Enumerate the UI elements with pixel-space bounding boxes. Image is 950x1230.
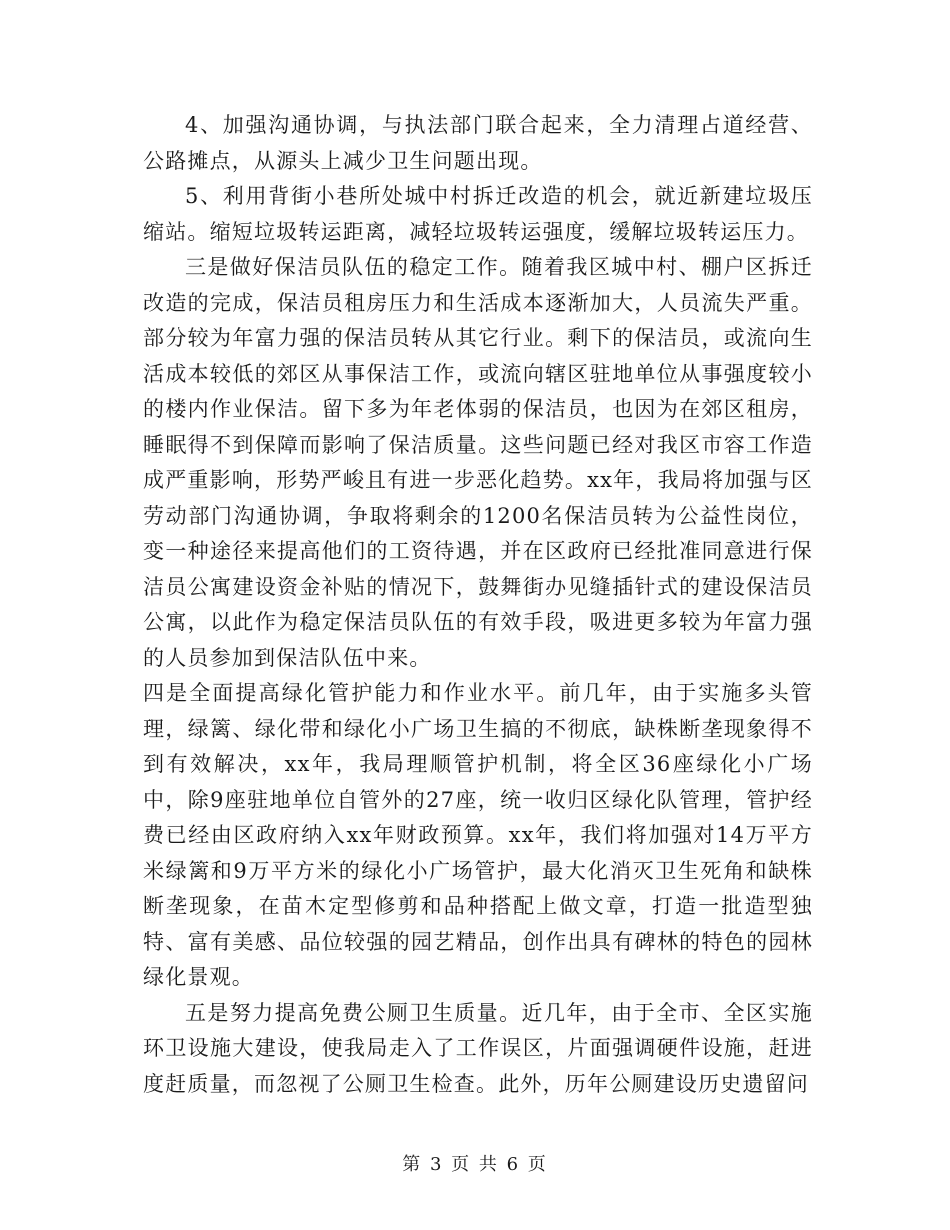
paragraph-3: 三是做好保洁员队伍的稳定工作。随着我区城中村、棚户区拆迁改造的完成，保洁员租房压力和生活成本逐渐加大，人员流失严重。部分较为年富力强的保洁员转从其它行业。剩下的保洁员，或流向生活成本较低的郊区从事保洁工作，或流向辖区驻地单位从事强度较小的楼内作业保洁。留下多为年老体弱的保洁员，也因为在郊区租房，睡眠得不到保障而影响了保洁质量。这些问题已经对我区市容工作造成严重影响，形势严峻且有进一步恶化趋势。xx年，我局将加强与区劳动部门沟通协调，争取将剩余的1200名保洁员转为公益性岗位，变一种途径来提高他们的工资待遇，并在区政府已经批准同意进行保洁员公寓建设资金补贴的情况下，鼓舞街办见缝插针式的建设保洁员公寓，以此作为稳定保洁员队伍的有效手段，吸进更多较为年富力强的人员参加到保洁队伍中来。 (143, 255, 813, 670)
page-footer: 第 3 页 共 6 页 (402, 1154, 548, 1175)
document-body (143, 108, 813, 1102)
paragraph-5: 五是努力提高免费公厕卫生质量。近几年，由于全市、全区实施环卫设施大建设，使我局走入了工作误区，片面强调硬件设施，赶进度赶质量，而忽视了公厕卫生检查。此外，历年公厕建设历史遗留问 (143, 1000, 813, 1096)
paragraph-2: 5、利用背街小巷所处城中村拆迁改造的机会，就近新建垃圾压缩站。缩短垃圾转运距离，减轻垃圾转运强度，缓解垃圾转运压力。 (143, 184, 813, 244)
paragraph-1: 4、加强沟通协调，与执法部门联合起来，全力清理占道经营、公路摊点，从源头上减少卫生问题出现。 (143, 113, 813, 173)
paragraph-4: 四是全面提高绿化管护能力和作业水平。前几年，由于实施多头管理，绿篱、绿化带和绿化小广场卫生搞的不彻底，缺株断垄现象得不到有效解决，xx年，我局理顺管护机制，将全区36座绿化小广场中，除9座驻地单位自管外的27座，统一收归区绿化队管理，管护经费已经由区政府纳入xx年财政预算。xx年，我们将加强对14万平方米绿篱和9万平方米的绿化小广场管护，最大化消灭卫生死角和缺株断垄现象，在苗木定型修剪和品种搭配上做文章，打造一批造型独特、富有美感、品位较强的园艺精品，创作出具有碑林的特色的园林绿化景观。 (143, 681, 813, 989)
